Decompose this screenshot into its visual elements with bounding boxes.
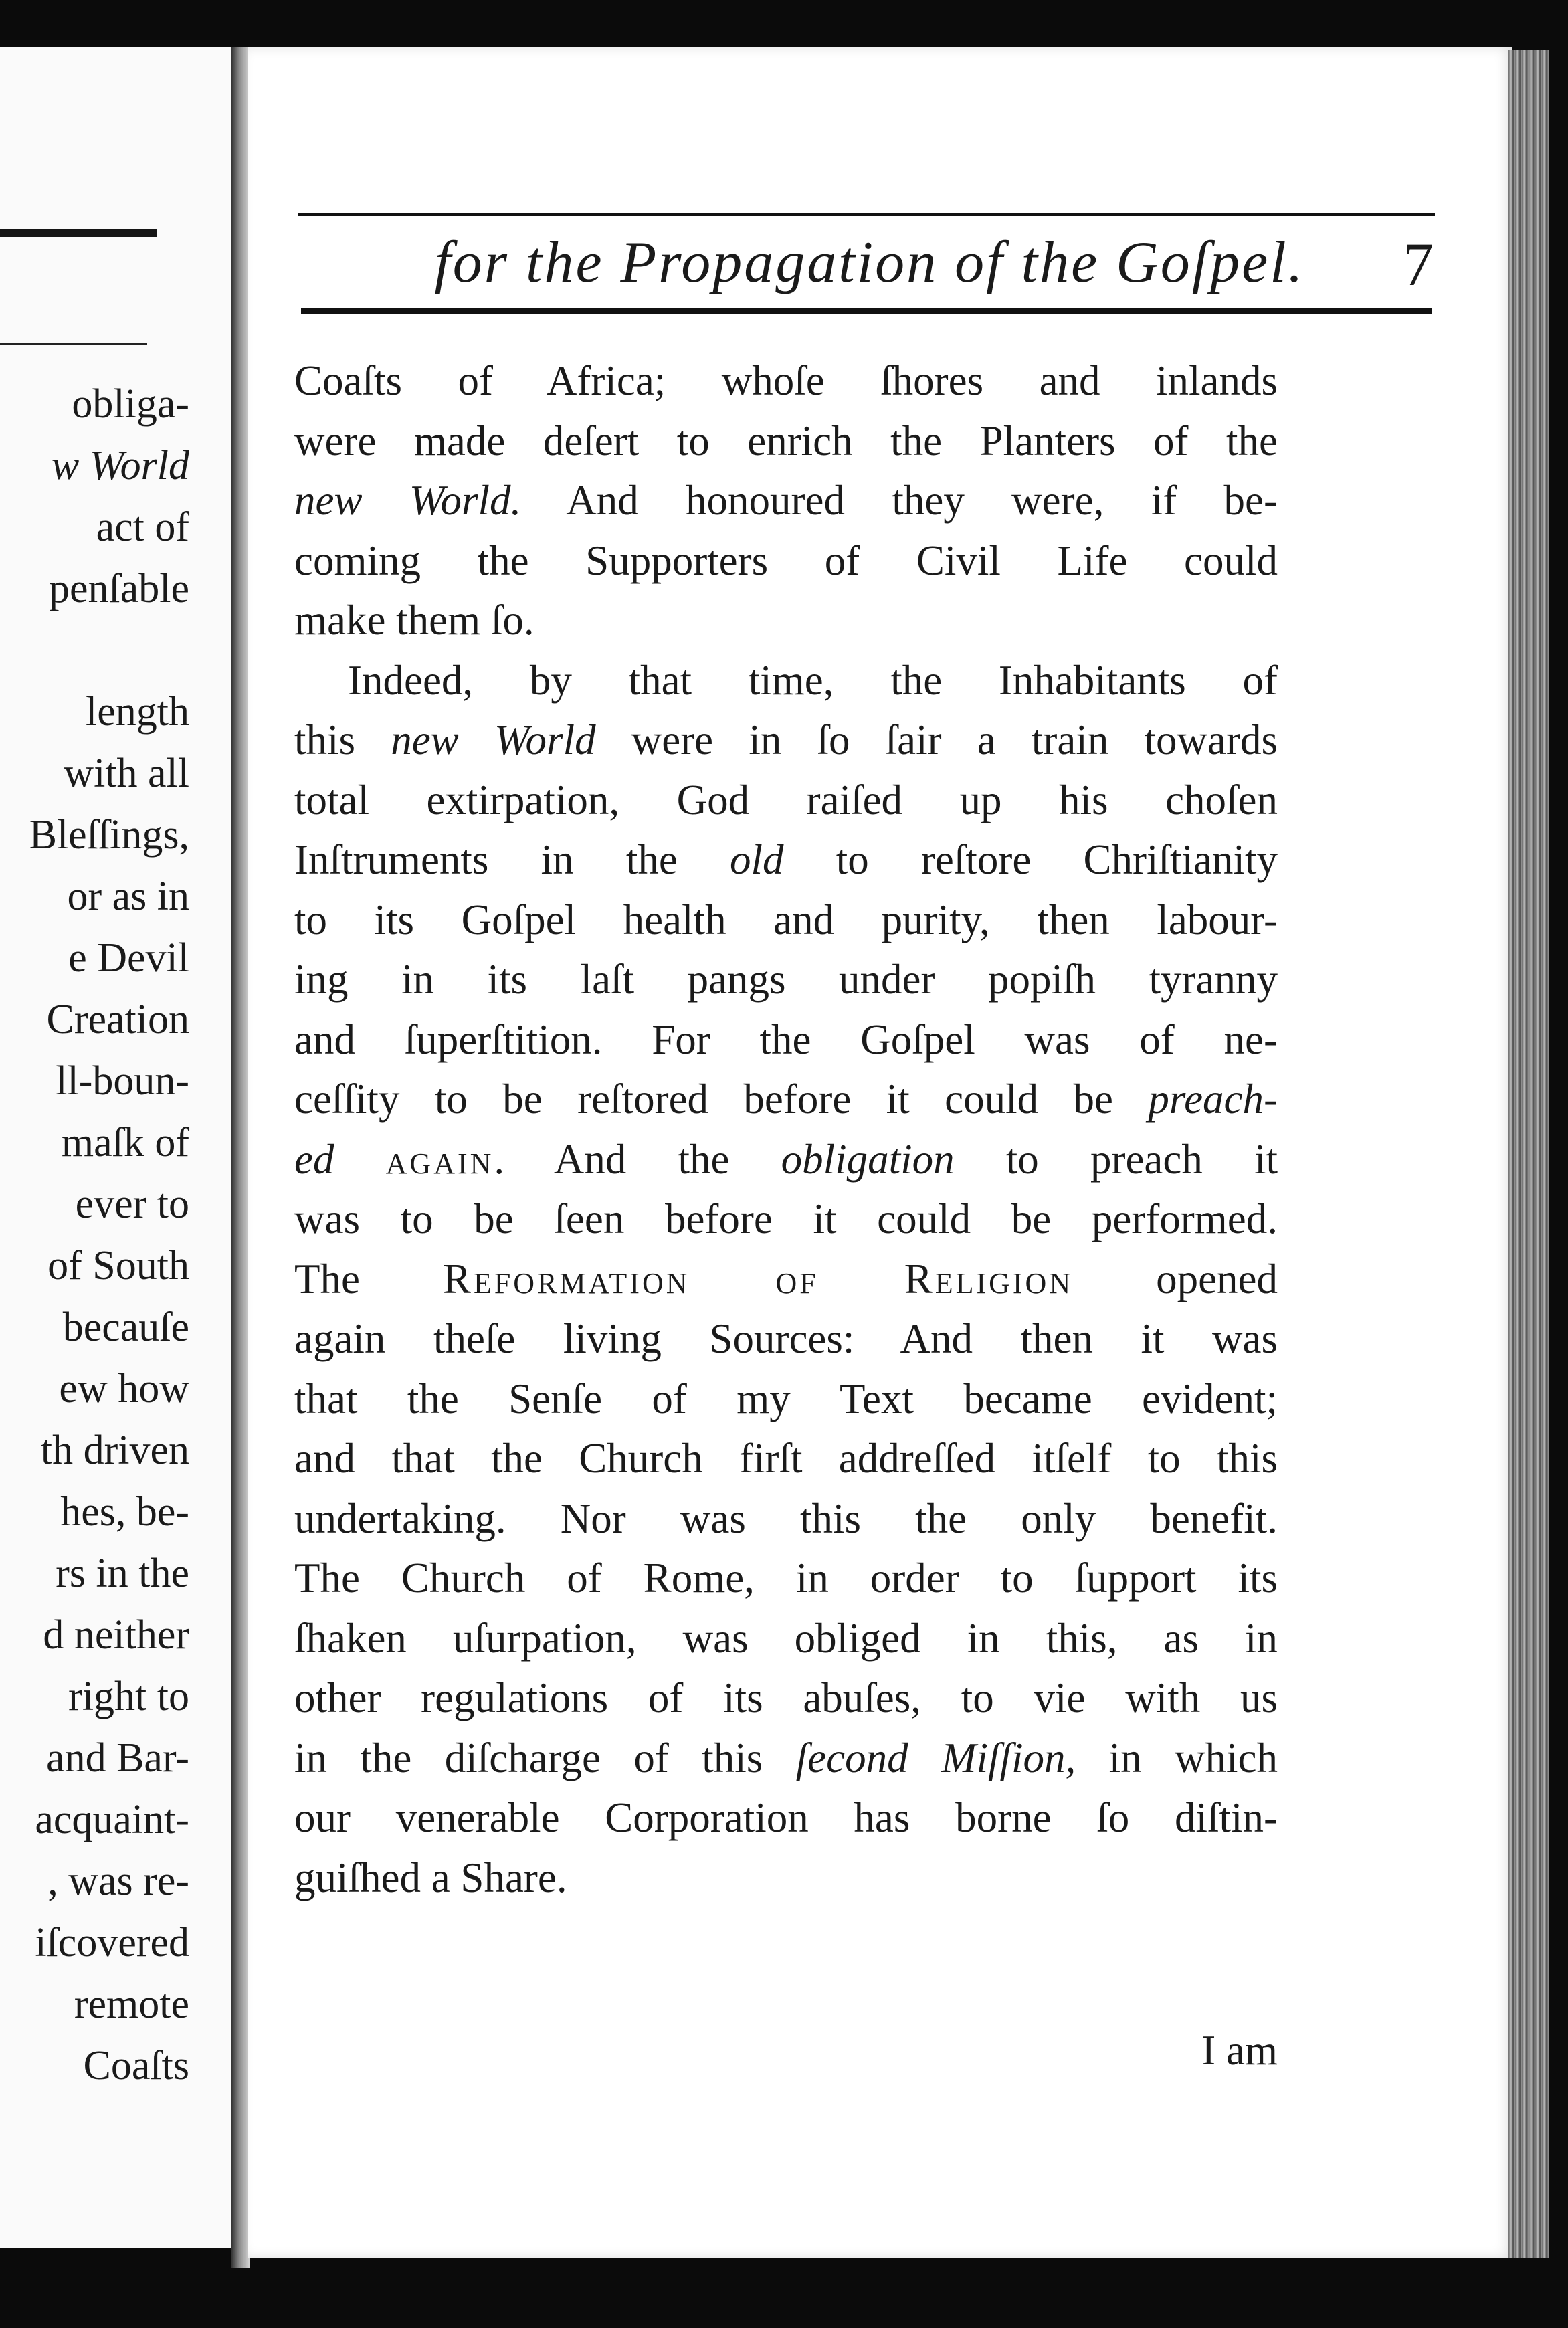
left-line: becauſe <box>62 1304 189 1350</box>
left-header-rule-thin <box>0 343 147 345</box>
left-header-rule <box>0 229 157 237</box>
right-page <box>248 47 1512 2258</box>
left-line: right to <box>68 1674 189 1719</box>
book-gutter <box>231 47 250 2268</box>
left-line: e Devil <box>68 935 189 981</box>
body-line: guiſhed a Share. <box>294 1854 567 1901</box>
left-line: w World <box>51 443 189 488</box>
body-line: again theſe living Sources: And then it was <box>294 1315 1278 1362</box>
body-line: The Church of Rome, in order to ſupport its <box>294 1555 1278 1602</box>
left-line: th driven <box>40 1428 189 1473</box>
body-line: to its Goſpel health and purity, then labour- <box>294 896 1278 943</box>
page-number: 7 <box>1403 230 1434 298</box>
body-line: was to be ſeen before it could be performed. <box>294 1195 1278 1242</box>
page-edge-stack <box>1508 50 1549 2258</box>
left-line: obliga- <box>72 381 189 427</box>
body-line: this new World were in ſo ſair a train towards <box>294 716 1278 763</box>
body-line: total extirpation, God raiſed up his choſen <box>294 776 1278 823</box>
left-page-text <box>29 373 189 2097</box>
left-line: penſable <box>48 566 189 611</box>
body-line: make them ſo. <box>294 597 534 644</box>
body-line: undertaking. Nor was this the only benefit. <box>294 1494 1278 1542</box>
left-line: rs in the <box>56 1551 189 1596</box>
body-line: new World. And honoured they were, if be- <box>294 477 1278 524</box>
left-line: with all <box>64 751 189 796</box>
body-line: ſhaken uſurpation, was obliged in this, as in <box>294 1614 1278 1662</box>
left-line <box>29 619 189 681</box>
left-line: length <box>86 689 189 735</box>
left-facing-page <box>0 47 235 2248</box>
left-line: act of <box>96 504 189 550</box>
left-line: Coaſts <box>83 2043 189 2089</box>
body-text <box>294 351 1278 1908</box>
header-rule-bottom <box>301 308 1432 314</box>
left-line: d neither <box>43 1612 189 1658</box>
left-line: , was re- <box>47 1858 189 1904</box>
body-line: and ſuperſtition. For the Goſpel was of ne- <box>294 1015 1278 1063</box>
left-line: iſcovered <box>35 1920 189 1965</box>
left-line: hes, be- <box>60 1489 189 1535</box>
body-line: that the Senſe of my Text became evident; <box>294 1375 1278 1422</box>
body-line: ceſſity to be reſtored before it could be preach- <box>294 1076 1278 1123</box>
left-line: remote <box>74 1981 189 2027</box>
header-rule-top <box>298 213 1435 216</box>
body-line: Coaſts of Africa; whoſe ſhores and inlands <box>294 357 1278 404</box>
catchword: I am <box>1201 2027 1278 2074</box>
left-line: Creation <box>46 997 189 1042</box>
body-line: ed again. And the obligation to preach it <box>294 1135 1278 1183</box>
left-line: and Bar- <box>46 1735 189 1781</box>
running-head: for the Propagation of the Goſpel. <box>434 230 1305 295</box>
body-line: in the diſcharge of this ſecond Miſſion, in which <box>294 1734 1278 1781</box>
body-line: our venerable Corporation has borne ſo diſtin- <box>294 1794 1278 1841</box>
body-line: Inſtruments in the old to reſtore Chriſtianity <box>294 836 1278 883</box>
left-line: of South <box>47 1243 189 1288</box>
body-line: ing in its laſt pangs under popiſh tyranny <box>294 956 1278 1003</box>
left-line: ever to <box>75 1181 189 1227</box>
body-line: other regulations of its abuſes, to vie with us <box>294 1674 1278 1721</box>
left-line: ew how <box>59 1366 189 1412</box>
left-line: Bleſſings, <box>29 812 189 858</box>
left-line: ll-boun- <box>56 1058 189 1104</box>
left-line: maſk of <box>61 1120 189 1165</box>
body-line: Indeed, by that time, the Inhabitants of <box>348 656 1278 704</box>
body-line: The Reformation of Religion opened <box>294 1255 1278 1302</box>
body-line: and that the Church firſt addreſſed itſelf to this <box>294 1435 1278 1482</box>
left-line: or as in <box>67 874 189 919</box>
body-line: coming the Supporters of Civil Life could <box>294 537 1278 584</box>
left-line: acquaint- <box>35 1797 189 1842</box>
body-line: were made deſert to enrich the Planters of the <box>294 417 1278 464</box>
